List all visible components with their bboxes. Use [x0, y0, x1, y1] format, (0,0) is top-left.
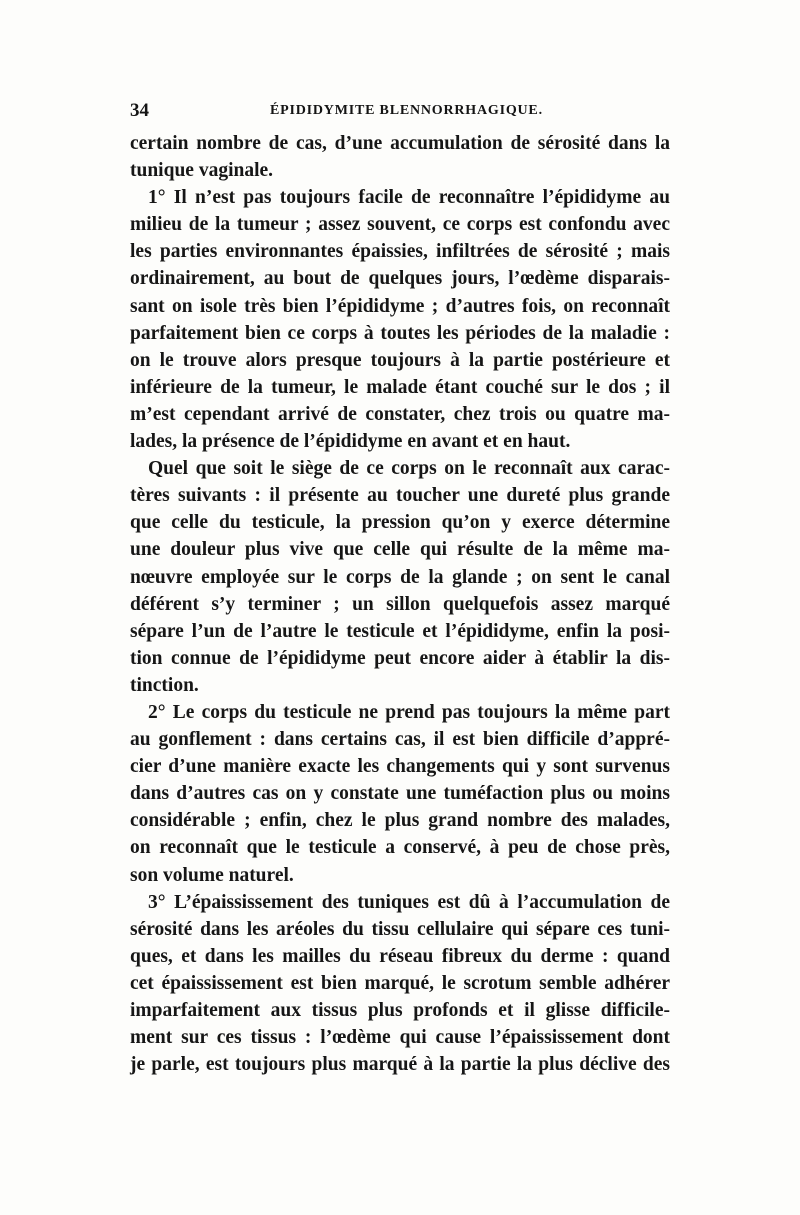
text-line: au gonflement : dans certains cas, il est bien difficile d’appré- [130, 729, 670, 751]
text-line: m’est cependant arrivé de constater, chez trois ou quatre ma- [130, 403, 670, 425]
text-line: ordinairement, au bout de quelques jours, l’œdème disparais- [130, 268, 670, 290]
text-line: dans d’autres cas on y constate une tuméfaction plus ou moins [130, 783, 670, 805]
text-line: son volume naturel. [130, 864, 294, 886]
text-line: une douleur plus vive que celle qui résulte de la même ma- [130, 539, 670, 561]
text-line: cier d’une manière exacte les changements qui y sont survenus [130, 756, 670, 778]
text-line: tères suivants : il présente au toucher une dureté plus grande [130, 485, 670, 507]
text-line: sant on isole très bien l’épididyme ; d’autres fois, on reconnaît [130, 295, 670, 317]
paragraph-first-line: 2° Le corps du testicule ne prend pas toujours la même part [148, 701, 670, 723]
text-line: tinction. [130, 674, 199, 696]
text-line: on le trouve alors presque toujours à la partie postérieure et [130, 349, 670, 371]
text-line: imparfaitement aux tissus plus profonds et il glisse difficile- [130, 1000, 670, 1021]
text-line: parfaitement bien ce corps à toutes les périodes de la maladie : [130, 322, 670, 344]
text-line: les parties environnantes épaissies, infiltrées de sérosité ; mais [130, 241, 670, 263]
text-line: déférent s’y terminer ; un sillon quelquefois assez marqué [130, 593, 670, 615]
text-line: nœuvre employée sur le corps de la glande ; on sent le canal [130, 566, 670, 588]
text-line: certain nombre de cas, d’une accumulation de sérosité dans la [130, 133, 670, 154]
text-line: ques, et dans les mailles du réseau fibreux du derme : quand [130, 945, 670, 967]
text-line: sérosité dans les aréoles du tissu cellulaire qui sépare ces tuni- [130, 918, 670, 940]
page-header [130, 100, 670, 126]
paragraph-first-line: 1° Il n’est pas toujours facile de reconnaître l’épididyme au [148, 187, 670, 209]
paragraph-first-line: 3° L’épaississement des tuniques est dû à l’accumulation de [148, 891, 670, 913]
text-line: cet épaississement est bien marqué, le scrotum semble adhérer [130, 972, 670, 994]
text-line: sépare l’un de l’autre le testicule et l’épididyme, enfin la posi- [130, 620, 670, 642]
text-line: lades, la présence de l’épididyme en avant et en haut. [130, 431, 571, 453]
paragraph-first-line: Quel que soit le siège de ce corps on le reconnaît aux carac- [148, 458, 670, 480]
text-line: considérable ; enfin, chez le plus grand nombre des malades, [130, 810, 670, 832]
text-line: on reconnaît que le testicule a conservé, à peu de chose près, [130, 837, 670, 859]
text-line: ment sur ces tissus : l’œdème qui cause l’épaississement dont [130, 1027, 670, 1049]
text-line: milieu de la tumeur ; assez souvent, ce corps est confondu avec [130, 214, 670, 236]
text-line: tion connue de l’épididyme peut encore aider à établir la dis- [130, 647, 670, 669]
text-line: tunique vaginale. [130, 160, 274, 182]
text-line: que celle du testicule, la pression qu’on y exerce détermine [130, 512, 670, 534]
body-text [130, 130, 670, 1078]
text-line: je parle, est toujours plus marqué à la partie la plus déclive des [130, 1054, 670, 1076]
running-title: ÉPIDIDYMITE BLENNORRHAGIQUE. [270, 103, 543, 118]
text-line: inférieure de la tumeur, le malade étant couché sur le dos ; il [130, 376, 670, 398]
page-number: 34 [130, 100, 149, 121]
